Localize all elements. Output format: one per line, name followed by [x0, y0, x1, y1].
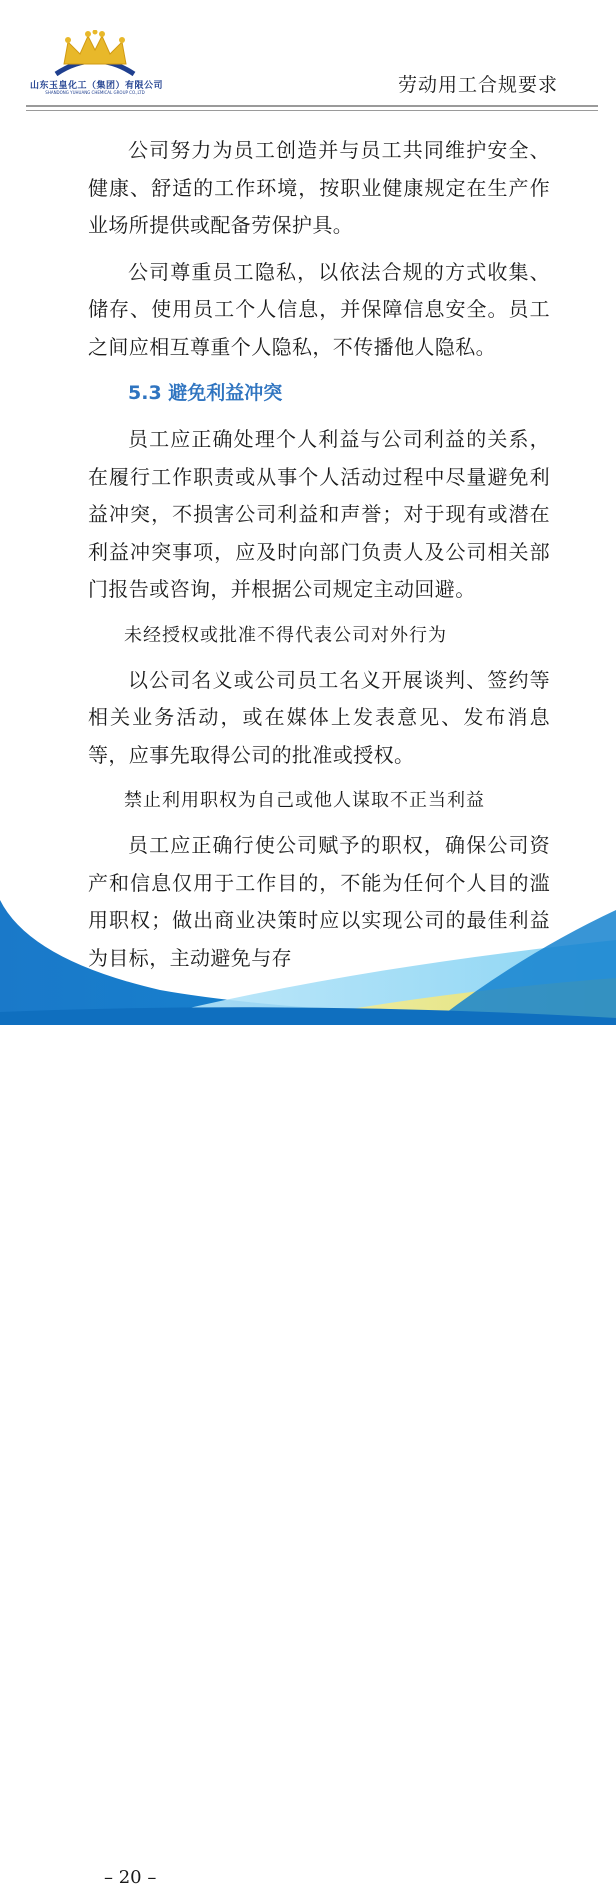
section-heading-5-3: 5.3 避免利益冲突	[128, 382, 283, 404]
company-logo	[30, 30, 164, 100]
header-rule	[26, 105, 598, 107]
company-name-en: SHANDONG YUHUANG CHEMICAL GROUP CO.,LTD	[45, 90, 145, 95]
crown-icon	[52, 30, 138, 78]
paragraph-duties: 员工应正确行使公司赋予的职权，确保公司资产和信息仅用于工作目的，不能为任何个人目的滥用职权；做出商业决策时应以实现公司的最佳利益为目标，主动避免与存	[88, 833, 550, 970]
header-rule-thin	[26, 110, 598, 111]
page-header	[0, 0, 616, 120]
paragraph-safe-environment: 公司努力为员工创造并与员工共同维护安全、健康、舒适的工作环境，按职业健康规定在生产作业场所提供或配备劳保护具。	[88, 138, 550, 237]
paragraph-authorization: 以公司名义或公司员工名义开展谈判、签约等相关业务活动，或在媒体上发表意见、发布消息等，应事先取得公司的批准或授权。	[88, 667, 550, 767]
paragraph-privacy: 公司尊重员工隐私，以依法合规的方式收集、储存、使用员工个人信息，并保障信息安全。员工之间应相互尊重个人隐私，不传播他人隐私。	[88, 259, 550, 359]
document-title: 劳动用工合规要求	[397, 74, 558, 96]
page-footer	[0, 900, 616, 1888]
footer-wave-graphic	[0, 900, 616, 1025]
page-content	[88, 132, 550, 986]
sub-heading-abuse-of-power: 禁止利用职权为自己或他人谋取不正当利益	[124, 790, 485, 811]
page-number: – 20 –	[104, 1867, 157, 1888]
sub-heading-unauthorized: 未经授权或批准不得代表公司对外行为	[124, 624, 447, 646]
company-name-cn: 山东玉皇化工（集团）有限公司	[30, 81, 164, 91]
paragraph-conflict-of-interest: 员工应正确处理个人利益与公司利益的关系，在履行工作职责或从事个人活动过程中尽量避免利益冲突，不损害公司利益和声誉；对于现有或潜在利益冲突事项，应及时向部门负责人及公司相关部门报告或咨询，并根据公司规定主动回避。	[88, 427, 550, 601]
